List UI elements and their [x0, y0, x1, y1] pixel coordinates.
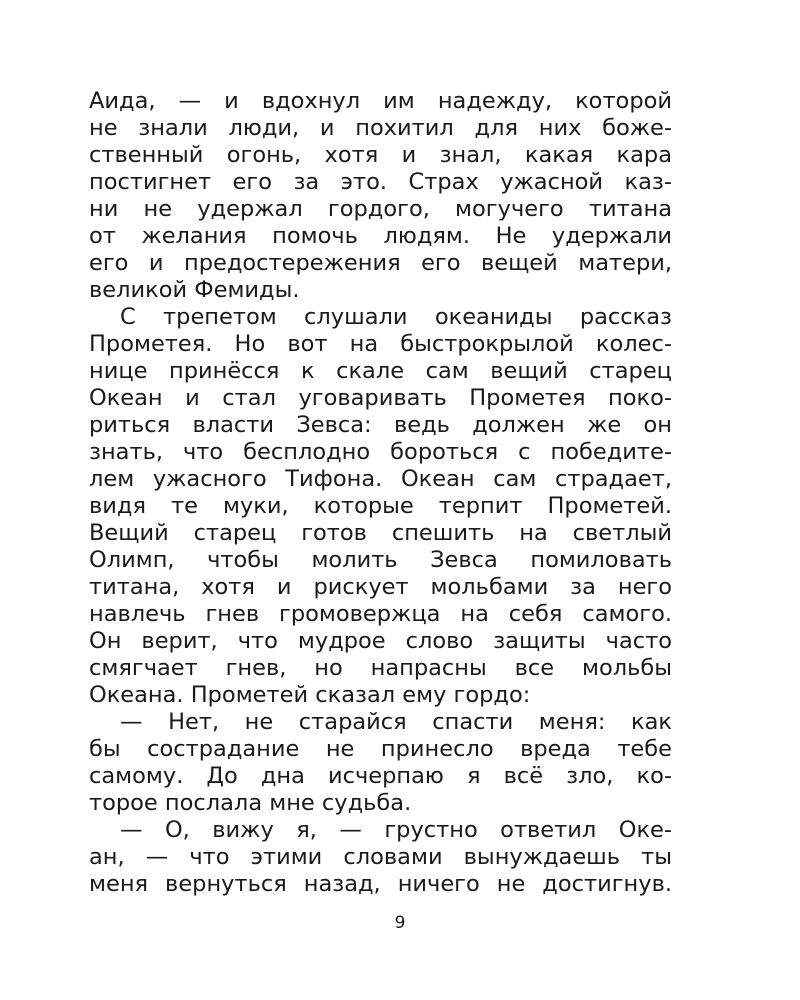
text-line: видя те муки, которые терпит Прометей.	[89, 493, 672, 519]
text-line: лем ужасного Тифона. Океан сам страдает,	[89, 466, 672, 492]
text-line: риться власти Зевса: ведь должен же он	[89, 412, 672, 438]
text-line: самому. До дна исчерпаю я всё зло, ко-	[89, 763, 672, 789]
text-line: навлечь гнев громовержца на себя самого.	[89, 601, 672, 627]
text-line: великой Фемиды.	[89, 277, 300, 303]
text-line: Аида, — и вдохнул им надежду, которой	[89, 88, 672, 114]
body-text	[89, 88, 672, 898]
text-line: ни не удержал гордого, могучего титана	[89, 196, 672, 222]
text-line: Олимп, чтобы молить Зевса помиловать	[89, 547, 672, 573]
paragraph-start-line: С трепетом слушали океаниды рассказ	[120, 304, 672, 330]
text-line: не знали люди, и похитил для них боже-	[89, 115, 672, 141]
paragraph-start-line: — Нет, не старайся спасти меня: как	[120, 709, 672, 735]
text-line: Океана. Прометей сказал ему гордо:	[89, 682, 531, 708]
text-line: нице принёсся к скале сам вещий старец	[89, 358, 672, 384]
text-line: от желания помочь людям. Не удержали	[89, 223, 672, 249]
text-line: Он верит, что мудрое слово защиты часто	[89, 628, 672, 654]
text-line: постигнет его за это. Страх ужасной каз-	[89, 169, 672, 195]
paragraph-start-line: — О, вижу я, — грустно ответил Оке-	[120, 817, 672, 843]
page-number: 9	[394, 913, 406, 933]
text-line: ан, — что этими словами вынуждаешь ты	[89, 844, 672, 870]
text-line: титана, хотя и рискует мольбами за него	[89, 574, 672, 600]
text-line: знать, что бесплодно бороться с победите-	[89, 439, 672, 465]
text-line: меня вернуться назад, ничего не достигнув.	[89, 871, 672, 897]
text-line: его и предостережения его вещей матери,	[89, 250, 672, 276]
text-line: ственный огонь, хотя и знал, какая кара	[89, 142, 672, 168]
text-line: Вещий старец готов спешить на светлый	[89, 520, 672, 546]
text-line: торое послала мне судьба.	[89, 790, 412, 816]
text-line: Прометея. Но вот на быстрокрылой колес-	[89, 331, 672, 357]
text-line: бы сострадание не принесло вреда тебе	[89, 736, 672, 762]
text-line: Океан и стал уговаривать Прометея поко-	[89, 385, 672, 411]
text-line: смягчает гнев, но напрасны все мольбы	[89, 655, 672, 681]
